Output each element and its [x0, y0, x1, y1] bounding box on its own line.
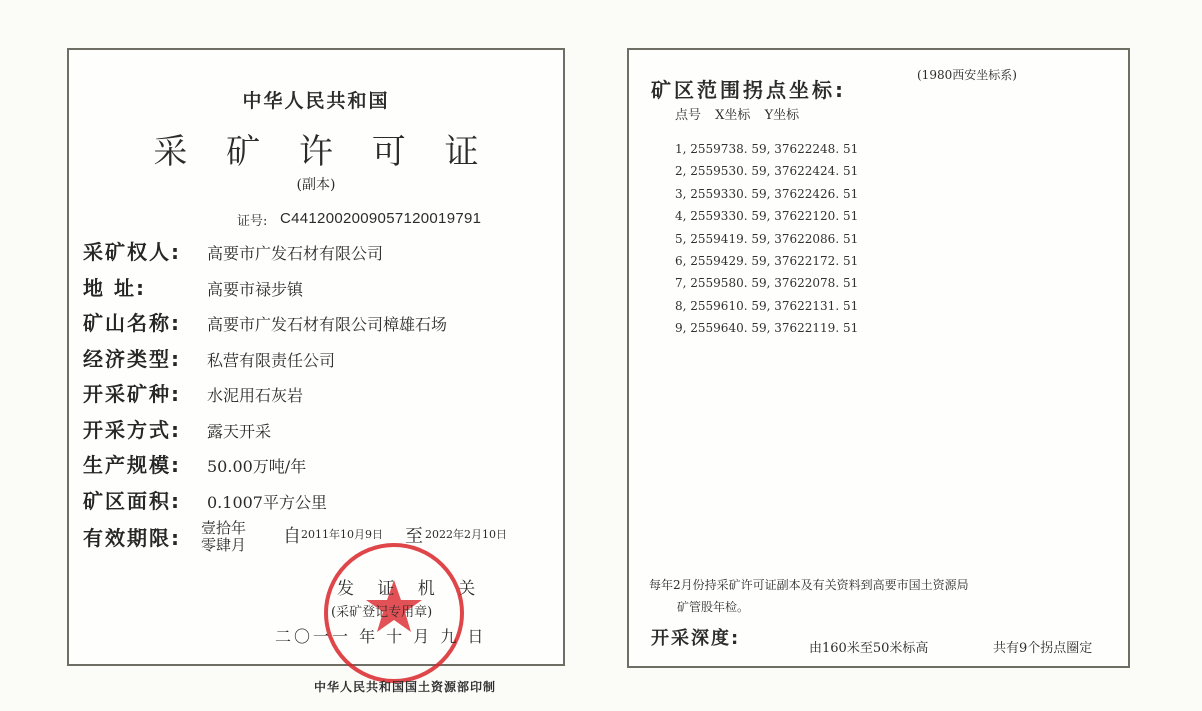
- field-row-mineral: [83, 378, 553, 414]
- column-header-point: 点号: [675, 108, 702, 123]
- coordinate-row: 9, 2559640. 59, 37622119. 51: [675, 321, 859, 336]
- coordinate-system: (1980西安坐标系): [917, 68, 1017, 82]
- validity-label: 有效期限:: [83, 526, 181, 550]
- coordinate-row: 7, 2559580. 59, 37622078. 51: [675, 276, 859, 291]
- field-label: 矿区面积:: [83, 488, 181, 513]
- field-value: 水泥用石灰岩: [207, 386, 304, 405]
- mining-depth-label: 开采深度:: [651, 628, 741, 649]
- field-value: 高要市禄步镇: [207, 279, 304, 299]
- copy-label: (副本): [296, 177, 336, 193]
- registration-seal-label: (采矿登记专用章): [331, 605, 433, 620]
- field-row-mining-method: [83, 414, 553, 450]
- license-title: 采 矿 许 可 证: [153, 132, 493, 172]
- field-label: 生产规模:: [83, 453, 181, 477]
- field-row-address: [83, 272, 553, 308]
- field-label: 采矿权人:: [83, 240, 181, 264]
- coordinate-row: 3, 2559330. 59, 37622426. 51: [675, 186, 859, 201]
- validity-duration: [201, 520, 246, 554]
- field-row-production-scale: [83, 449, 553, 485]
- inflection-point-count: 共有9个拐点圈定: [993, 641, 1093, 656]
- coordinate-row: 8, 2559610. 59, 37622131. 51: [675, 298, 859, 313]
- printer-footer: 中华人民共和国国土资源部印制: [314, 680, 497, 694]
- field-row-holder: [83, 236, 553, 272]
- field-label: 地 址:: [83, 275, 146, 300]
- field-row-mine-name: [83, 307, 553, 343]
- validity-years: 壹拾年: [201, 519, 247, 537]
- field-value: 私营有限责任公司: [207, 350, 336, 370]
- coordinate-column-headers: [675, 104, 809, 123]
- cert-number: C4412002009057120019791: [280, 210, 482, 227]
- coordinate-row: 4, 2559330. 59, 37622120. 51: [675, 209, 859, 224]
- field-value: 高要市广发石材有限公司樟雄石场: [207, 315, 448, 334]
- annual-inspection-note: 每年2月份持采矿许可证副本及有关资料到高要市国土资源局: [649, 578, 969, 592]
- coordinate-row: 1, 2559738. 59, 37622248. 51: [675, 142, 859, 156]
- validity-row: [83, 520, 553, 560]
- coordinate-row: 2, 2559530. 59, 37622424. 51: [675, 164, 859, 179]
- cert-number-label: 证号:: [237, 214, 268, 229]
- field-value: 露天开采: [207, 421, 272, 441]
- coordinate-row: 6, 2559429. 59, 37622172. 51: [675, 253, 859, 268]
- validity-from-date: 2011年10月9日: [301, 528, 383, 541]
- coordinates-title: 矿区范围拐点坐标:: [651, 78, 846, 102]
- field-row-area: [83, 485, 553, 521]
- validity-from-label: 自: [283, 526, 301, 547]
- validity-to-date: 2022年2月10日: [425, 528, 507, 541]
- field-value: 50.00万吨/年: [207, 457, 307, 476]
- field-value: 0.1007平方公里: [207, 492, 327, 512]
- issue-date: 二〇一一 年 十 月 九 日: [275, 627, 487, 646]
- field-label: 开采方式:: [83, 417, 181, 442]
- license-fields: [83, 236, 553, 520]
- validity-to-label: 至: [405, 526, 423, 547]
- country-heading: 中华人民共和国: [242, 90, 390, 112]
- issuing-authority: 发 证 机 关: [337, 579, 485, 599]
- license-front-page: [67, 48, 565, 666]
- field-label: 开采矿种:: [83, 382, 181, 406]
- field-row-economic-type: [83, 343, 553, 379]
- coordinate-row: 5, 2559419. 59, 37622086. 51: [675, 231, 859, 246]
- license-back-page: [627, 48, 1130, 668]
- field-label: 经济类型:: [83, 346, 181, 371]
- column-header-x: X坐标: [715, 108, 751, 123]
- annual-inspection-note-2: 矿管股年检。: [677, 600, 750, 614]
- validity-months: 零肆月: [201, 536, 247, 554]
- coordinate-list: [675, 142, 858, 344]
- field-value: 高要市广发石材有限公司: [207, 244, 384, 263]
- column-header-y: Y坐标: [764, 108, 800, 123]
- field-label: 矿山名称:: [83, 311, 181, 335]
- mining-depth-value: 由160米至50米标高: [809, 641, 929, 656]
